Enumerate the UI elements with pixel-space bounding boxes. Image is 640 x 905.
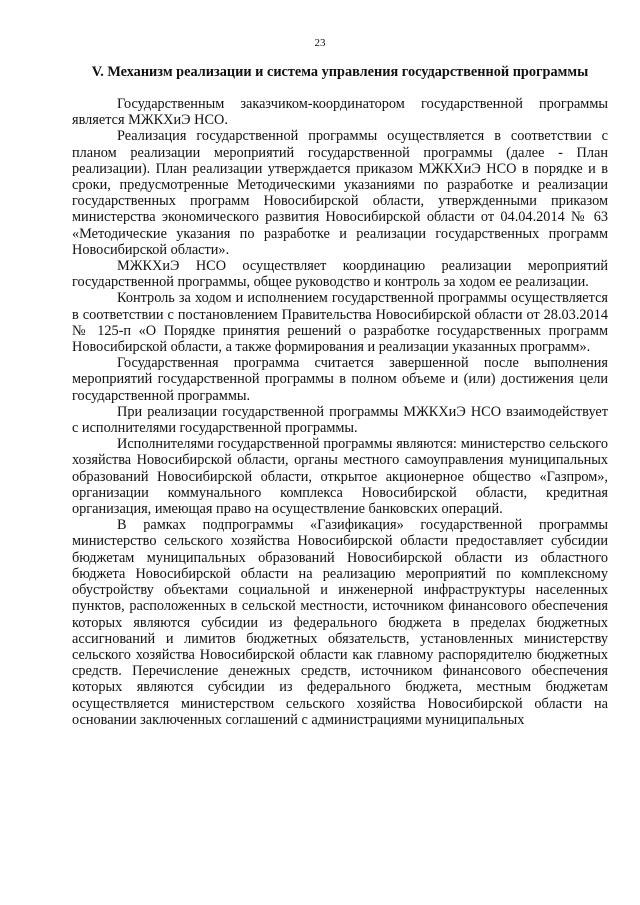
paragraph-completion: Государственная программа считается завершенной после выполнения мероприятий государственной программы в полном объеме и (или) достижения цели государственной программы. — [72, 355, 608, 404]
paragraph-coordination: МЖКХиЭ НСО осуществляет координацию реализации мероприятий государственной программы, общее руководство и контроль за ходом ее реализации. — [72, 258, 608, 291]
paragraph-executors: Исполнителями государственной программы являются: министерство сельского хозяйства Новосибирской области, органы местного самоуправления муниципальных образований Новосибирской области, открытое акционерное общество «Газпром», организации коммунального комплекса Новосибирской области, кредитная организация, имеющая право на осуществление банковских операций. — [72, 436, 608, 518]
document-body — [72, 96, 608, 728]
paragraph-gasification: В рамках подпрограммы «Газификация» государственной программы министерство сельского хозяйства Новосибирской области предоставляет субсидии бюджетам муниципальных образований Новосибирской области из областного бюджета Новосибирской области на реализацию мероприятий по комплексному обустройству объектами социальной и инженерной инфраструктуры населенных пунктов, расположенных в сельской местности, источником финансового обеспечения которых являются субсидии из федерального бюджета в пределах бюджетных ассигнований и лимитов бюджетных обязательств, установленных министерству сельского хозяйства Новосибирской области как главному распорядителю бюджетных средств. Перечисление денежных средств, источником финансового обеспечения которых являются субсидии из федерального бюджета, местным бюджетам осуществляется министерством сельского хозяйства Новосибирской области на основании заключенных соглашений с администрациями муниципальных — [72, 517, 608, 728]
paragraph-customer: Государственным заказчиком-координатором государственной программы является МЖКХиЭ НСО. — [72, 96, 608, 129]
page-number: 23 — [314, 37, 326, 49]
paragraph-implementation-plan: Реализация государственной программы осуществляется в соответствии с планом реализации мероприятий государственной программы (далее - План реализации). План реализации утверждается приказом МЖКХиЭ НСО в порядке и в сроки, предусмотренные Методическими указаниями по разработке и реализации государственных программ Новосибирской области, утвержденными приказом министерства экономического развития Новосибирской области от 04.04.2014 № 63 «Методические указания по разработке и реализации государственных программ Новосибирской области». — [72, 128, 608, 258]
paragraph-control: Контроль за ходом и исполнением государственной программы осуществляется в соответствии с постановлением Правительства Новосибирской области от 28.03.2014 № 125-п «О Порядке принятия решений о разработке государственных программ Новосибирской области, а также формирования и реализации указанных программ». — [72, 290, 608, 356]
section-title: V. Механизм реализации и система управления государственной программы — [91, 64, 589, 80]
paragraph-interaction: При реализации государственной программы МЖКХиЭ НСО взаимодействует с исполнителями государственной программы. — [72, 403, 608, 437]
